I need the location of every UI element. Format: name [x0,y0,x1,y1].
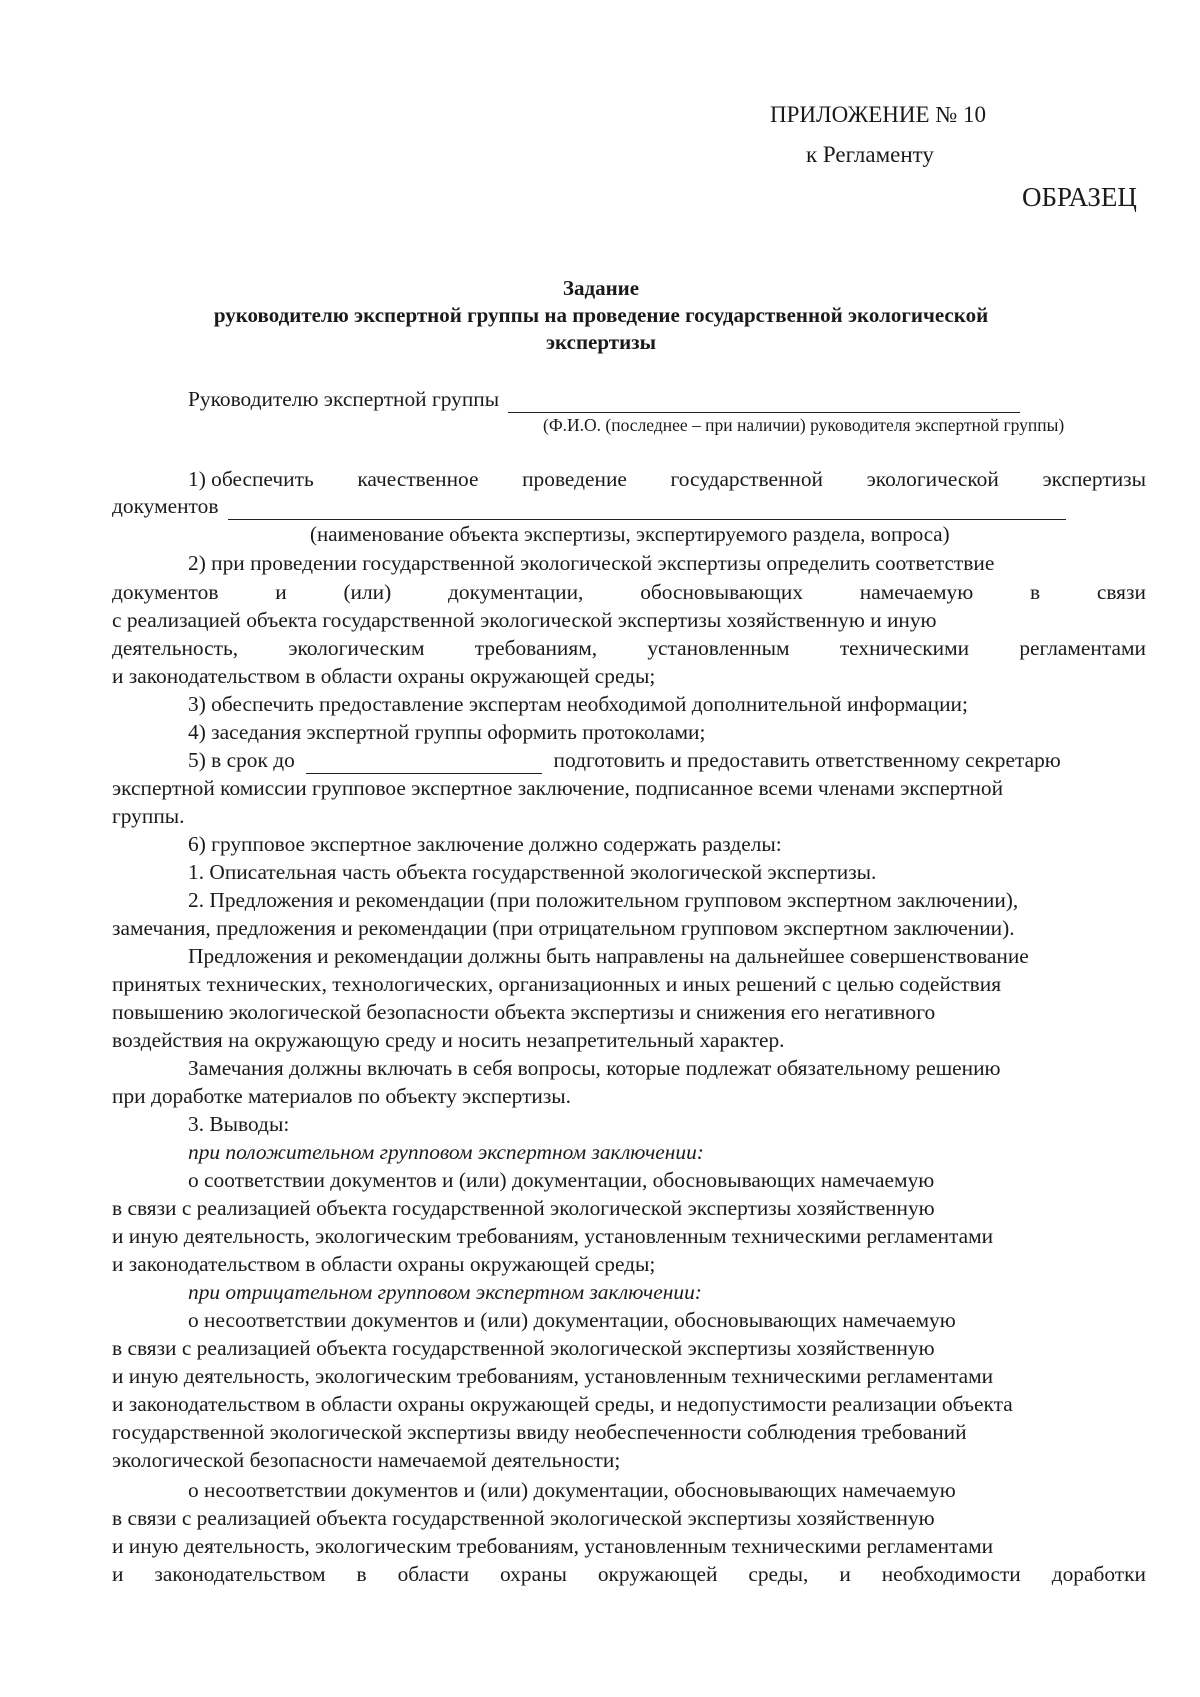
item2-word: документов [112,580,219,604]
negative-b-line4 [112,1562,1146,1587]
item2-word: техническими [839,636,970,660]
item1-word: 1) обеспечить [188,467,314,491]
item2-word: деятельность, [112,636,239,660]
item5-suffix: подготовить и предоставить ответственному секретарю [553,748,1061,772]
positive-line4: и законодательством в области охраны окружающей среды; [112,1252,656,1276]
proposals-line3: повышению экологической безопасности объекта экспертизы и снижения его негативного [112,1000,936,1024]
item1-docs-label: документов [112,494,219,518]
positive-line1: о соответствии документов и (или) документации, обосновывающих намечаемую [188,1168,935,1192]
item1-word: качественное [357,467,479,491]
negative-b-word: охраны [500,1562,567,1586]
negative-b-line2: в связи с реализацией объекта государственной экологической экспертизы хозяйственную [112,1506,935,1530]
item6: 6) групповое экспертное заключение должно содержать разделы: [188,832,782,856]
section2-line2: замечания, предложения и рекомендации (при отрицательном групповом экспертном заключении). [112,916,1015,940]
section2-line1: 2. Предложения и рекомендации (при положительном групповом экспертном заключении), [188,888,1019,912]
negative-a-line4: и законодательством в области охраны окружающей среды, и недопустимости реализации объекта [112,1392,1013,1416]
positive-line3: и иную деятельность, экологическим требованиям, установленным техническими регламентами [112,1224,994,1248]
negative-a-line6: экологической безопасности намечаемой деятельности; [112,1448,621,1472]
proposals-line4: воздействия на окружающую среду и носить незапретительный характер. [112,1028,785,1052]
item1-word: экологической [866,467,999,491]
item2-line2 [112,580,1146,605]
negative-b-word: области [397,1562,470,1586]
item1-line2 [112,494,1066,520]
remarks-line2: при доработке материалов по объекту экспертизы. [112,1084,572,1108]
item2-line3: с реализацией объекта государственной экологической экспертизы хозяйственную и иную [112,608,937,632]
section3: 3. Выводы: [188,1112,290,1136]
negative-a-line5: государственной экологической экспертизы ввиду необеспеченности соблюдения требований [112,1420,967,1444]
item5-line3: группы. [112,804,185,828]
addressee-caption: (Ф.И.О. (последнее – при наличии) руководителя экспертной группы) [543,415,1065,435]
item1-line1 [188,467,1146,492]
item2-word: регламентами [1019,636,1146,660]
item2-word: обосновывающих [640,580,804,604]
object-caption: (наименование объекта экспертизы, экспертируемого раздела, вопроса) [310,522,950,546]
item2-line5: и законодательством в области охраны окружающей среды; [112,664,656,688]
sample-stamp: ОБРАЗЕЦ [1022,182,1137,212]
negative-heading: при отрицательном групповом экспертном заключении: [188,1280,702,1304]
addressee-line [188,387,1020,413]
deadline-blank [306,748,542,774]
negative-b-word: и [112,1562,124,1586]
negative-b-word: и [839,1562,851,1586]
proposals-line2: принятых технических, технологических, организационных и иных решений с целью содействия [112,972,1002,996]
appendix-reglament: к Регламенту [806,142,934,167]
item2-word: в [1029,580,1041,604]
negative-a-line1: о несоответствии документов и (или) документации, обосновывающих намечаемую [188,1308,956,1332]
negative-b-word: законодательством [154,1562,326,1586]
remarks-line1: Замечания должны включать в себя вопросы, которые подлежат обязательному решению [188,1056,1001,1080]
negative-b-word: доработки [1051,1562,1146,1586]
positive-heading: при положительном групповом экспертном заключении: [188,1140,704,1164]
negative-b-line1: о несоответствии документов и (или) документации, обосновывающих намечаемую [188,1478,956,1502]
item5-line2: экспертной комиссии групповое экспертное заключение, подписанное всеми членами экспертной [112,776,1004,800]
item2-word: (или) [343,580,392,604]
doc-subtitle-line1: руководителю экспертной группы на проведение государственной экологической [213,303,989,327]
negative-a-line3: и иную деятельность, экологическим требованиям, установленным техническими регламентами [112,1364,994,1388]
item3: 3) обеспечить предоставление экспертам необходимой дополнительной информации; [188,692,968,716]
negative-b-word: необходимости [881,1562,1021,1586]
item2-word: экологическим [288,636,425,660]
negative-a-line2: в связи с реализацией объекта государственной экологической экспертизы хозяйственную [112,1336,935,1360]
positive-line2: в связи с реализацией объекта государственной экологической экспертизы хозяйственную [112,1196,935,1220]
item1-word: проведение [522,467,627,491]
item2-line4 [112,636,1146,661]
item5-line1 [188,748,1061,774]
object-name-blank [228,494,1066,520]
item5-prefix: 5) в срок до [188,748,295,772]
item2-word: установленным [647,636,790,660]
item2-word: и [275,580,287,604]
negative-b-word: окружающей [597,1562,718,1586]
negative-b-word: среды, [748,1562,809,1586]
addressee-label: Руководителю экспертной группы [188,387,500,411]
item1-word: экспертизы [1042,467,1146,491]
item4: 4) заседания экспертной группы оформить протоколами; [188,720,706,744]
doc-title: Задание [562,276,640,300]
proposals-line1: Предложения и рекомендации должны быть направлены на дальнейшее совершенствование [188,944,1029,968]
negative-b-word: в [356,1562,367,1586]
appendix-number: ПРИЛОЖЕНИЕ № 10 [770,102,987,127]
item2-word: намечаемую [859,580,974,604]
negative-b-line3: и иную деятельность, экологическим требованиям, установленным техническими регламентами [112,1534,994,1558]
doc-subtitle-line2: экспертизы [545,330,657,354]
item2-word: требованиям, [474,636,598,660]
item1-word: государственной [670,467,823,491]
section1: 1. Описательная часть объекта государственной экологической экспертизы. [188,860,877,884]
item2-word: документации, [448,580,584,604]
item2-word: связи [1096,580,1146,604]
item2-line1: 2) при проведении государственной экологической экспертизы определить соответствие [188,551,995,575]
addressee-blank [508,387,1020,413]
